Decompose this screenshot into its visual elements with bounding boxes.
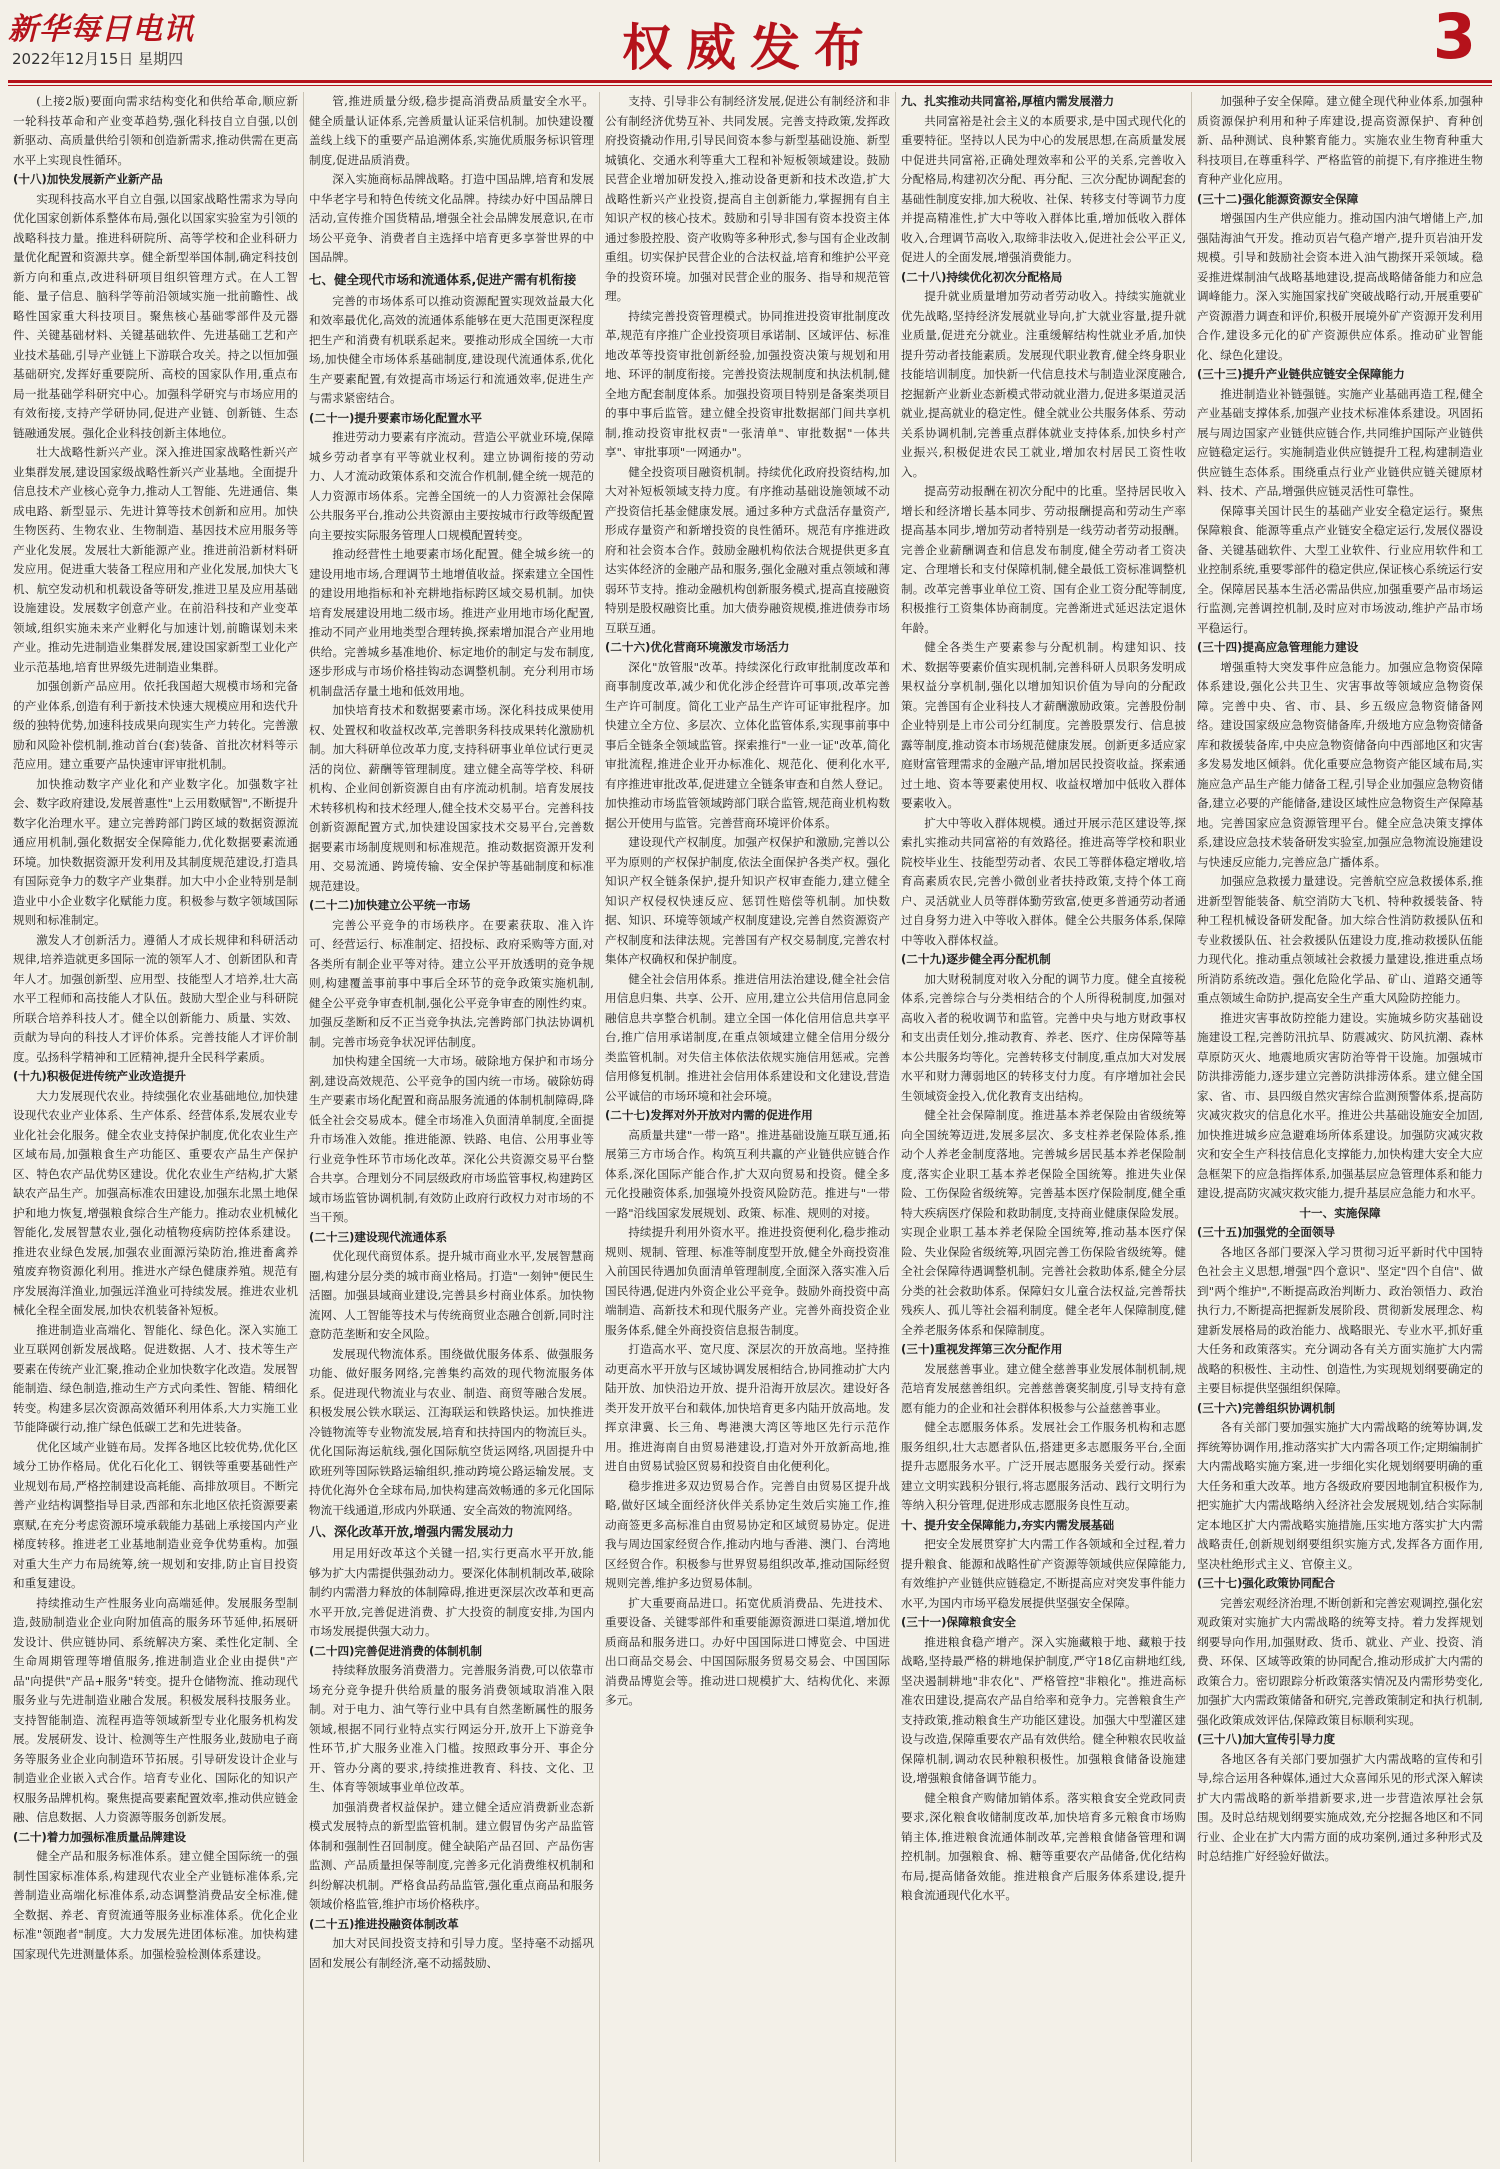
paragraph: 深化"放管服"改革。持续深化行政审批制度改革和商事制度改革,减少和优化涉企经营许可事项,改革完善生产许可制度。简化工业产品生产许可证审批程序。加快建立全方位、多层次、立体化监管体系,实现事前事中事后全链条全领域监管。探索推行"一业一证"改革,简化审批流程,推进企业开办标准化、规范化、便利化水平,有序推进审批改革,促进建立全链条审查和自然人登记。加快推动市场监管领域跨部门联合监管,规范商业机构数据公开使用与监管。完善营商环境评价体系。 bbox=[605, 659, 890, 830]
paragraph: 各有关部门要加强实施扩大内需战略的统筹协调,发挥统筹协调作用,推动落实扩大内需各项工作;定期编制扩大内需战略实施方案,进一步细化实化规划纲要明确的重大任务和重大改革。地方各级政府要因地制宜积极作为,把实施扩大内需战略纳入经济社会发展规划,结合实际制定本地区扩大内需战略实施措施,压实地方落实扩大内需战略责任,创新规划纲要组织实施方式,发挥各方面作用,坚决杜绝形式主义、官僚主义。 bbox=[1197, 1420, 1483, 1571]
paragraph: (上接2版)要面向需求结构变化和供给革命,顺应新一轮科技革命和产业变革趋势,强化科技自立自强,以创新驱动、高质量供给引领和创造新需求,推动供需在更高水平上实现良性循环。 bbox=[13, 94, 298, 167]
paragraph: 稳步推进多双边贸易合作。完善自由贸易区提升战略,做好区域全面经济伙伴关系协定生效后实施工作,推动商签更多高标准自由贸易协定和区域贸易协定。促进我与周边国家经贸合作,推动内地与香港、澳门、台湾地区经贸合作。积极参与世界贸易组织改革,推动国际经贸规则完善,维护多边贸易体制。 bbox=[605, 1478, 890, 1590]
paragraph: 加大对民间投资支持和引导力度。坚持毫不动摇巩固和发展公有制经济,毫不动摇鼓励、 bbox=[309, 1936, 594, 1970]
subsection-heading: (二十九)逐步健全再分配机制 bbox=[901, 952, 1051, 966]
paragraph: 健全粮食产购储加销体系。落实粮食安全党政同责要求,深化粮食收储制度改革,加快培育多元粮食市场购销主体,推进粮食流通体制改革,完善粮食储备管理和调控机制。加强粮食、棉、糖等重要农产品储备,优化结构布局,提高储备效能。推进粮食产后服务体系建设,提升粮食流通现代化水平。 bbox=[901, 1790, 1186, 1902]
subsection-heading: (三十七)强化政策协同配合 bbox=[1197, 1576, 1336, 1590]
section-title: 权威发布 bbox=[622, 19, 878, 77]
article-columns bbox=[8, 92, 1492, 2162]
paragraph: 加快推动数字产业化和产业数字化。加强数字社会、数字政府建设,发展普惠性"上云用数赋智",不断提升数字化治理水平。建立完善跨部门跨区域的数据资源流通应用机制,强化数据安全保障能力,优化数据要素流通环境。加快数据资源开发利用及其制度规范建设,打造具有国际竞争力的数字产业集群。加大中小企业特别是制造业中小企业数字化赋能力度。积极参与数字领域国际规则和标准制定。 bbox=[13, 776, 298, 927]
paragraph: 增强重特大突发事件应急能力。加强应急物资保障体系建设,强化公共卫生、灾害事故等领域应急物资保障。完善中央、省、市、县、乡五级应急物资储备网络。建设国家级应急物资储备库,升级地方应急物资储备库和救援装备库,中央应急物资储备向中西部地区和灾害多发易发地区倾斜。优化重要应急物资产能区域布局,实施应急产品生产能力储备工程,引导企业加强应急物资储备,建立必要的产能储备,建设区域性应急物资生产保障基地。完善国家应急资源管理平台。健全应急决策支撑体系,建设应急技术装备研发实验室,加强应急物流设施建设与快速反应能力,完善应急广播体系。 bbox=[1197, 659, 1483, 869]
paragraph: 深入实施商标品牌战略。打造中国品牌,培育和发展中华老字号和特色传统文化品牌。持续办好中国品牌日活动,宣传推介国货精品,增强全社会品牌发展意识,在市场公平竞争、消费者自主选择中培育更多享誉世界的中国品牌。 bbox=[309, 172, 594, 264]
paragraph: 健全投资项目融资机制。持续优化政府投资结构,加大对补短板领域支持力度。有序推动基础设施领域不动产投资信托基金健康发展。通过多种方式盘活存量资产,形成存量资产和新增投资的良性循环。规范有序推进政府和社会资本合作。鼓励金融机构依法合规提供更多直达实体经济的金融产品和服务,强化金融对重点领域和薄弱环节支持。推动金融机构创新服务模式,提高直接融资特别是股权融资比重。加大债券融资规模,推进债券市场互联互通。 bbox=[605, 464, 890, 635]
paragraph: 加强应急救援力量建设。完善航空应急救援体系,推进新型智能装备、航空消防大飞机、特种救援装备、特种工程机械设备研发配备。加大综合性消防救援队伍和专业救援队伍、社会救援队伍建设力度,推动救援队伍能力现代化。推动重点领域社会救援力量建设,推进重点场所消防系统改造。强化危险化学品、矿山、道路交通等重点领域生命防护,提高安全生产重大风险防控能力。 bbox=[1197, 874, 1483, 1005]
paragraph: 持续完善投资管理模式。协同推进投资审批制度改革,规范有序推广企业投资项目承诺制、区域评估、标准地改革等投资审批创新经验,加强投资决策与规划和用地、环评的制度衔接。完善投资法规制度和执法机制,健全地方配套制度体系。加强投资项目特别是备案类项目的事中事后监管。建立健全投资审批数据部门间共享机制,推动投资审批权责"一张清单"、审批数据"一体共享"、审批事项"一网通办"。 bbox=[605, 308, 890, 459]
subsection-heading: (二十二)加快建立公平统一市场 bbox=[309, 898, 471, 912]
paragraph: 推进劳动力要素有序流动。营造公平就业环境,保障城乡劳动者享有平等就业权利。建立协调衔接的劳动力、人才流动政策体系和交流合作机制,健全统一规范的人力资源市场体系。完善全国统一的人力资源社会保障公共服务平台,推动公共资源由主要按城市行政等级配置向主要按实际服务管理人口规模配置转变。 bbox=[309, 430, 594, 542]
paragraph: 提升就业质量增加劳动者劳动收入。持续实施就业优先战略,坚持经济发展就业导向,扩大就业容量,提升就业质量,促进充分就业。注重缓解结构性就业矛盾,加快提升劳动者技能素质。发展现代职业教育,健全终身职业技能培训制度。加快新一代信息技术与制造业深度融合,挖掘新产业新业态新模式带动就业潜力,促进多渠道灵活就业,提高就业的稳定性。健全就业公共服务体系、劳动关系协调机制,完善重点群体就业支持体系,加快乡村产业振兴,积极促进农民工就业,增加农村居民工资性收入。 bbox=[901, 289, 1186, 479]
subsection-heading: (三十八)加大宣传引导力度 bbox=[1197, 1732, 1336, 1746]
subsection-heading: (二十八)持续优化初次分配格局 bbox=[901, 269, 1063, 284]
paragraph: 优化区域产业链布局。发挥各地区比较优势,优化区域分工协作格局。优化石化化工、钢铁等重要基础性产业规划布局,严格控制建设高耗能、高排放项目。不断完善产业结构调整指导目录,西部和东北地区依托资源要素禀赋,在充分考虑资源环境承载能力基础上承接国内产业梯度转移。推进老工业基地制造业竞争优势重构。加强对重大生产力布局统筹,统一规划和安排,防止盲目投资和重复建设。 bbox=[13, 1439, 298, 1590]
subsection-heading: (二十三)建设现代流通体系 bbox=[309, 1229, 448, 1244]
subsection-heading: 十、提升安全保障能力,夯实内需发展基础 bbox=[901, 1517, 1115, 1532]
paragraph: 保障事关国计民生的基础产业安全稳定运行。聚焦保障粮食、能源等重点产业链安全稳定运行,发展仪器设备、关键基础软件、大型工业软件、行业应用软件和工业控制系统,重要零部件的稳定供应,保证核心系统运行安全。保障居民基本生活必需品供应,加强重要产品市场运行监测,完善调控机制,及时应对市场波动,维护产品市场平稳运行。 bbox=[1197, 503, 1483, 635]
paragraph: 加快培育技术和数据要素市场。深化科技成果使用权、处置权和收益权改革,完善职务科技成果转化激励机制。加大科研单位改革力度,支持科研事业单位试行更灵活的岗位、薪酬等管理制度。建立健全高等学校、科研机构、企业间创新资源自由有序流动机制。培育发展技术转移机构和技术经理人,健全技术交易平台。完善科技创新资源配置方式,加快建设国家技术交易平台,完善数据要素市场制度规则和标准规范。推动数据资源开发利用、交易流通、跨境传输、安全保护等基础制度和标准规范建设。 bbox=[309, 703, 594, 893]
masthead-rule bbox=[8, 80, 1492, 83]
section-heading: 八、深化改革开放,增强内需发展动力 bbox=[309, 1524, 514, 1539]
subsection-heading: (二十)着力加强标准质量品牌建设 bbox=[13, 1829, 186, 1844]
paragraph: 加强种子安全保障。建立健全现代种业体系,加强种质资源保护利用和种子库建设,提高资源保护、育种创新、品种测试、良种繁育能力。实施农业生物育种重大科技项目,在尊重科学、严格监管的前提下,有序推进生物育种产业化应用。 bbox=[1197, 94, 1483, 186]
paragraph: 持续释放服务消费潜力。完善服务消费,可以依靠市场充分竞争提升供给质量的服务消费领域取消准入限制。对于电力、油气等行业中具有自然垄断属性的服务领域,根据不同行业特点实行网运分开,放开上下游竞争性环节,扩大服务业准入门槛。按照政事分开、事企分开、管办分离的要求,持续推进教育、科技、文化、卫生、体育等领域事业单位改革。 bbox=[309, 1663, 594, 1794]
subsection-heading: 十一、实施保障 bbox=[1299, 1205, 1381, 1220]
paragraph: 实现科技高水平自立自强,以国家战略性需求为导向优化国家创新体系整体布局,强化以国家实验室为引领的战略科技力量。推进科研院所、高等学校和企业科研力量优化配置和资源共享。健全新型举国体制,确定科技创新方向和重点,改进科研项目组织管理方式。在人工智能、量子信息、脑科学等前沿领域实施一批前瞻性、战略性国家重大科技项目。聚焦核心基础零部件及元器件、关键基础材料、关键基础软件、先进基础工艺和产业技术基础,引导产业链上下游联合攻关。持之以恒加强基础研究,发挥好重要院所、高校的国家队作用,重点布局一批基础学科研究中心。加强科学研究与市场应用的有效衔接,支持产学研协同,促进产业链、创新链、生态链融通发展。强化企业科技创新主体地位。 bbox=[13, 191, 298, 440]
subsection-heading: (三十二)强化能源资源安全保障 bbox=[1197, 191, 1359, 206]
paragraph: 健全产品和服务标准体系。建立健全国际统一的强制性国家标准体系,构建现代农业全产业链标准体系,完善制造业高端化标准体系,动态调整消费品安全标准,健全数据、养老、育贸流通等服务业标准体系。优化企业标准"领跑者"制度。大力发展先进团体标准。加快构建国家现代先进测量体系。加强检验检测体系建设。 bbox=[13, 1849, 298, 1961]
masthead bbox=[0, 0, 1500, 86]
paragraph: 健全志愿服务体系。发展社会工作服务机构和志愿服务组织,壮大志愿者队伍,搭建更多志愿服务平台,全面提升志愿服务水平。广泛开展志愿服务关爱行动。探索建立文明实践积分银行,将志愿服务活动、践行文明行为等纳入积分管理,促进形成志愿服务良性互动。 bbox=[901, 1420, 1186, 1512]
page-number: 3 bbox=[1432, 0, 1476, 73]
paragraph: 激发人才创新活力。遵循人才成长规律和科研活动规律,培养造就更多国际一流的领军人才、创新团队和青年人才。加强创新型、应用型、技能型人才培养,壮大高水平工程师和高技能人才队伍。鼓励大型企业与科研院所联合培养科技人才。健全以创新能力、质量、实效、贡献为导向的科技人才评价体系。完善技能人才评价制度。弘扬科学精神和工匠精神,提升全民科学素质。 bbox=[13, 932, 298, 1064]
paragraph: 各地区各有关部门要加强扩大内需战略的宣传和引导,综合运用各种媒体,通过大众喜闻乐见的形式深入解读扩大内需战略的新举措新要求,进一步营造浓厚社会氛围。及时总结规划纲要实施成效,充分挖掘各地区和不同行业、企业在扩大内需方面的成功案例,通过多种形式及时总结推广好经验好做法。 bbox=[1197, 1751, 1483, 1863]
section-heading: 七、健全现代市场和流通体系,促进产需有机衔接 bbox=[309, 271, 577, 287]
paragraph: 打造高水平、宽尺度、深层次的开放高地。坚持推动更高水平开放与区域协调发展相结合,协同推动扩大内陆开放、加快沿边开放、提升沿海开放层次。建设好各类开发开放平台和载体,加快培育更多内陆开放高地。发挥京津冀、长三角、粤港澳大湾区等地区先行示范作用。推进海南自由贸易港建设,打造对外开放新高地,推进自由贸易试验区贸易和投资自由化便利化。 bbox=[605, 1342, 890, 1473]
paragraph: 增强国内生产供应能力。推动国内油气增储上产,加强陆海油气开发。推动页岩气稳产增产,提升页岩油开发规模。引导和鼓励社会资本进入油气勘探开采领域。稳妥推进煤制油气战略基地建设,提高战略储备能力和应急调峰能力。深入实施国家找矿突破战略行动,开展重要矿产资源潜力调查和评价,积极开展境外矿产资源开发利用合作,建设多元化的矿产资源供应体系。推动矿业智能化、绿色化建设。 bbox=[1197, 211, 1483, 362]
subsection-heading: (二十一)提升要素市场化配置水平 bbox=[309, 410, 482, 425]
paragraph: 提高劳动报酬在初次分配中的比重。坚持居民收入增长和经济增长基本同步、劳动报酬提高和劳动生产率提高基本同步,增加劳动者特别是一线劳动者劳动报酬。完善企业薪酬调查和信息发布制度,健全劳动者工资决定、合理增长和支付保障机制,健全最低工资标准调整机制。改革完善事业单位工资、国有企业工资分配等制度,积极推行工资集体协商制度。完善渐进式延迟法定退休年龄。 bbox=[901, 484, 1186, 635]
paragraph: 壮大战略性新兴产业。深入推进国家战略性新兴产业集群发展,建设国家级战略性新兴产业基地。全面提升信息技术产业核心竞争力,推动人工智能、先进通信、集成电路、新型显示、先进计算等技术创新和应用。加快生物医药、生物农业、生物制造、基因技术应用服务等产业化发展。发展壮大新能源产业。推进前沿新材料研发应用。促进重大装备工程应用和产业化发展,加快大飞机、航空发动机和机载设备等研发,推进卫星及应用基础设施建设。发展数字创意产业。在前沿科技和产业变革领域,组织实施未来产业孵化与加速计划,前瞻谋划未来产业。推动先进制造业集群发展,建设国家新型工业化产业示范基地,培育世界级先进制造业集群。 bbox=[13, 445, 298, 674]
paragraph: 加强创新产品应用。依托我国超大规模市场和完备的产业体系,创造有利于新技术快速大规模应用和迭代升级的独特优势,加速科技成果向现实生产力转化。完善激励和风险补偿机制,推动首台(套)装备、首批次材料等示范应用。建立重要产品快速审评审批机制。 bbox=[13, 679, 298, 771]
paragraph: 高质量共建"一带一路"。推进基础设施互联互通,拓展第三方市场合作。构筑互利共赢的产业链供应链合作体系,深化国际产能合作,扩大双向贸易和投资。健全多元化投融资体系,加强境外投资风险防范。推进与"一带一路"沿线国家发展规划、政策、标准、规则的对接。 bbox=[605, 1127, 890, 1220]
paragraph: 建设现代产权制度。加强产权保护和激励,完善以公平为原则的产权保护制度,依法全面保护各类产权。强化知识产权全链条保护,提升知识产权审查能力,建立健全知识产权侵权快速反应、惩罚性赔偿等机制。加快数据、知识、环境等领域产权制度建设,完善自然资源资产产权制度和法律法规。完善国有产权交易制度,完善农村集体产权确权和保护制度。 bbox=[605, 835, 890, 966]
paragraph: 推进制造业补链强链。实施产业基础再造工程,健全产业基础支撑体系,加强产业技术标准体系建设。巩固拓展与周边国家产业链供应链合作,共同维护国际产业链供应链稳定运行。实施制造业供应链提升工程,构建制造业供应链生态体系。围绕重点行业产业链供应链关键原材料、技术、产品,增强供应链灵活性可靠性。 bbox=[1197, 386, 1483, 498]
paragraph: 扩大重要商品进口。拓宽优质消费品、先进技术、重要设备、关键零部件和重要能源资源进口渠道,增加优质商品和服务进口。办好中国国际进口博览会、中国进出口商品交易会、中国国际服务贸易交易会、中国国际消费品博览会等。推动进口规模扩大、结构优化、来源多元。 bbox=[605, 1595, 890, 1707]
article-column-2 bbox=[304, 92, 600, 2162]
subsection-heading: (三十三)提升产业链供应链安全保障能力 bbox=[1197, 367, 1405, 381]
paragraph: 加快构建全国统一大市场。破除地方保护和市场分割,建设高效规范、公平竞争的国内统一市场。破除妨碍生产要素市场化配置和商品服务流通的体制机制障碍,降低全社会交易成本。健全市场准入负面清单制度,全面提升市场准入效能。推进能源、铁路、电信、公用事业等行业竞争性环节市场化改革。深化公共资源交易平台整合共享。合理划分不同层级政府市场监管事权,构建跨区域市场监管协调机制,有效防止政府行政权力对市场的不当干预。 bbox=[309, 1054, 594, 1224]
paragraph: 持续提升利用外资水平。推进投资便利化,稳步推动规则、规制、管理、标准等制度型开放,健全外商投资准入前国民待遇加负面清单管理制度,全面深入落实准入后国民待遇,促进内外资企业公平竞争。鼓励外商投资中高端制造、高新技术和现代服务产业。完善外商投资企业服务体系,健全外商投资信息报告制度。 bbox=[605, 1225, 890, 1337]
paragraph: 推动经营性土地要素市场化配置。健全城乡统一的建设用地市场,合理调节土地增值收益。探索建立全国性的建设用地指标和补充耕地指标跨区域交易机制。加快培育发展建设用地二级市场。推进产业用地市场化配置,推动不同产业用地类型合理转换,探索增加混合产业用地供给。完善城乡基准地价、标定地价的制定与发布制度,逐步形成与市场价格挂钩动态调整机制。充分利用市场机制盘活存量土地和低效用地。 bbox=[309, 547, 594, 698]
paragraph: 管,推进质量分级,稳步提高消费品质量安全水平。健全质量认证体系,完善质量认证采信机制。加快建设覆盖线上线下的重要产品追溯体系,实施优质服务标识管理制度,促进品质消费。 bbox=[309, 94, 594, 167]
subsection-heading: 九、扎实推动共同富裕,厚植内需发展潜力 bbox=[901, 94, 1115, 108]
article-column-1 bbox=[8, 92, 304, 2162]
subsection-heading: (二十四)完善促进消费的体制机制 bbox=[309, 1643, 482, 1658]
article-column-5 bbox=[1192, 92, 1488, 2162]
article-column-3 bbox=[600, 92, 896, 2162]
paragraph: 推进粮食稳产增产。深入实施藏粮于地、藏粮于技战略,坚持最严格的耕地保护制度,严守18亿亩耕地红线,坚决遏制耕地"非农化"、严格管控"非粮化"。推进高标准农田建设,提高农产品自给率和竞争力。完善粮食生产支持政策,推动粮食生产功能区建设。加强大中型灌区建设与改造,保障重要农产品有效供给。健全种粮农民收益保障机制,调动农民种粮积极性。加强粮食储备设施建设,增强粮食储备调节能力。 bbox=[901, 1634, 1186, 1785]
subsection-heading: (三十四)提高应急管理能力建设 bbox=[1197, 640, 1359, 654]
subsection-heading: (十八)加快发展新产业新产品 bbox=[13, 172, 163, 186]
newspaper-logo: 新华每日电讯 bbox=[8, 12, 194, 47]
paragraph: 健全社会保障制度。推进基本养老保险由省级统筹向全国统筹迈进,发展多层次、多支柱养老保险体系,推动个人养老金制度落地。完善城乡居民基本养老保险制度,落实企业职工基本养老保险全国统筹。推进失业保险、工伤保险省级统筹。完善基本医疗保险制度,健全重特大疾病医疗保险和救助制度,支持商业健康保险发展。实现企业职工基本养老保险全国统筹,推动基本医疗保险、失业保险省级统筹,巩固完善工伤保险省级统筹。健全社会保障待遇调整机制。完善社会救助体系,健全分层分类的社会救助体系。保障妇女儿童合法权益,完善帮扶残疾人、孤儿等社会福利制度。健全老年人保障制度,健全养老服务体系和保障制度。 bbox=[901, 1108, 1186, 1337]
article-column-4 bbox=[896, 92, 1192, 2162]
paragraph: 推进灾害事故防控能力建设。实施城乡防灾基础设施建设工程,完善防汛抗旱、防震减灾、防风抗潮、森林草原防灭火、地震地质灾害防治等骨干设施。加强城市防洪排涝能力,逐步建立完善防洪排涝体系。建立健全国家、省、市、县四级自然灾害综合监测预警体系,提高防灾减灾救灾的信息化水平。推进公共基础设施安全加固,加快推进城乡应急避难场所体系建设。加强防灾减灾救灾和安全生产科技信息化支撑能力,加快构建大安全大应急框架下的应急指挥体系,加强基层应急管理体系和能力建设,提高防灾减灾救灾能力,提升基层应急能力和水平。 bbox=[1197, 1010, 1483, 1200]
paragraph: 共同富裕是社会主义的本质要求,是中国式现代化的重要特征。坚持以人民为中心的发展思想,在高质量发展中促进共同富裕,正确处理效率和公平的关系,完善收入分配格局,构建初次分配、再分配、三次分配协调配套的基础性制度安排,加大税收、社保、转移支付等调节力度并提高精准性,扩大中等收入群体比重,增加低收入群体收入,合理调节高收入,取缔非法收入,促进社会公平正义,促进人的全面发展,增强消费能力。 bbox=[901, 113, 1186, 264]
paragraph: 发展现代物流体系。围绕做优服务体系、做强服务功能、做好服务网络,完善集约高效的现代物流服务体系。促进现代物流业与农业、制造、商贸等融合发展。积极发展公铁水联运、江海联运和铁路快运。加快推进冷链物流等专业物流发展,培育和扶持国内的物流巨头。优化国际海运航线,强化国际航空货运网络,巩固提升中欧班列等国际铁路运输组织,推动跨境公路运输发展。支持优化海外仓全球布局,加快构建高效畅通的多元化国际物流干线通道,形成内外联通、安全高效的物流网络。 bbox=[309, 1346, 594, 1517]
paragraph: 支持、引导非公有制经济发展,促进公有制经济和非公有制经济优势互补、共同发展。完善支持政策,发挥政府投资撬动作用,引导民间资本参与新型基础设施、新型城镇化、交通水利等重大工程和补短板领域建设。鼓励民营企业增加研发投入,推动设备更新和技术改造,扩大战略性新兴产业投资,提高自主创新能力,掌握拥有自主知识产权的核心技术。鼓励和引导非国有资本投资主体通过参股控股、资产收购等多种形式,参与国有企业改制重组。切实保护民营企业的合法权益,培育和维护公平竞争的投资环境。加强对民营企业的服务、指导和规范管理。 bbox=[605, 94, 890, 303]
paragraph: 扩大中等收入群体规模。通过开展示范区建设等,探索扎实推动共同富裕的有效路径。推进高等学校和职业院校毕业生、技能型劳动者、农民工等群体稳定增收,培育高素质农民,完善小微创业者扶持政策,支持个体工商户、灵活就业人员等群体勤劳致富,使更多普通劳动者通过自身努力进入中等收入群体。健全公共服务体系,保障中等收入群体权益。 bbox=[901, 815, 1186, 947]
paragraph: 把安全发展贯穿扩大内需工作各领域和全过程,着力提升粮食、能源和战略性矿产资源等领域供应保障能力,有效维护产业链供应链稳定,不断提高应对突发事件能力水平,为国内市场平稳发展提供坚强安全保障。 bbox=[901, 1537, 1186, 1610]
subsection-heading: (三十一)保障粮食安全 bbox=[901, 1615, 1016, 1629]
paragraph: 持续推动生产性服务业向高端延伸。发展服务型制造,鼓励制造业企业向附加值高的服务环节延伸,拓展研发设计、供应链协同、系统解决方案、柔性化定制、全生命周期管理等增值服务,推进制造业企业由提供"产品"向提供"产品+服务"转变。提升仓储物流、推动现代服务业与先进制造业融合发展。积极发展科技服务业。支持智能制造、流程再造等领域新型专业化服务机构发展。发展研发、设计、检测等生产性服务业,鼓励电子商务等服务业企业向制造环节拓展。引导研发设计企业与制造业企业嵌入式合作。培育专业化、国际化的知识产权服务品牌机构。聚焦提高要素配置效率,推动供应链金融、信息数据、人力资源等服务创新发展。 bbox=[13, 1595, 298, 1824]
masthead-rule-thin bbox=[8, 85, 1492, 86]
paragraph: 健全各类生产要素参与分配机制。构建知识、技术、数据等要素价值实现机制,完善科研人员职务发明成果权益分享机制,强化以增加知识价值为导向的分配政策。完善国有企业科技人才薪酬激励政策。完善股份制企业特别是上市公司分红制度。完善股票发行、信息披露等制度,推动资本市场规范健康发展。创新更多适应家庭财富管理需求的金融产品,增加居民投资收益。探索通过土地、资本等要素使用权、收益权增加中低收入群体要素收入。 bbox=[901, 640, 1186, 810]
paragraph: 加大财税制度对收入分配的调节力度。健全直接税体系,完善综合与分类相结合的个人所得税制度,加强对高收入者的税收调节和监管。完善中央与地方财政事权和支出责任划分,推动教育、养老、医疗、住房保障等基本公共服务均等化。完善转移支付制度,重点加大对发展水平和财力薄弱地区的转移支付力度。有序增加社会民生领域资金投入,优化教育支出结构。 bbox=[901, 971, 1186, 1103]
paragraph: 推进制造业高端化、智能化、绿色化。深入实施工业互联网创新发展战略。促进数据、人才、技术等生产要素在传统产业汇聚,推动企业加快数字化改造。发展智能制造、绿色制造,推动生产方式向柔性、智能、精细化转变。构建多层次资源高效循环利用体系,大力实施工业节能降碳行动,推广绿色低碳工艺和先进装备。 bbox=[13, 1322, 298, 1434]
paragraph: 大力发展现代农业。持续强化农业基础地位,加快建设现代农业产业体系、生产体系、经营体系,发展农业专业化社会化服务。健全农业支持保护制度,优化农业生产区域布局,加强粮食生产功能区、重要农产品生产保护区、特色农产品优势区建设。优化农业生产结构,扩大紧缺农产品生产。加强高标准农田建设,加强东北黑土地保护和地力恢复,增强粮食综合生产能力。推动农业机械化智能化,发展智慧农业,强化动植物疫病防控体系建设。推进农业绿色发展,加强农业面源污染防治,推进畜禽养殖废弃物资源化利用。推进水产绿色健康养殖。规范有序发展海洋渔业,加强远洋渔业可持续发展。推进农业机械化全程全面发展,加快农机装备补短板。 bbox=[13, 1088, 298, 1317]
subsection-heading: (二十五)推进投融资体制改革 bbox=[309, 1916, 459, 1931]
paragraph: 发展慈善事业。建立健全慈善事业发展体制机制,规范培育发展慈善组织。完善慈善褒奖制度,引导支持有意愿有能力的企业和社会群体积极参与公益慈善事业。 bbox=[901, 1361, 1186, 1415]
paragraph: 健全社会信用体系。推进信用法治建设,健全社会信用信息归集、共享、公开、应用,建立公共信用信息同金融信息共享整合机制。建立全国一体化信用信息共享平台,推广信用承诺制度,在重点领域建立健全信用分级分类监管机制。对失信主体依法依规实施信用惩戒。完善信用修复机制。推进社会信用体系建设和文化建设,营造公平诚信的市场环境和社会环境。 bbox=[605, 971, 890, 1103]
subsection-heading: (三十六)完善组织协调机制 bbox=[1197, 1400, 1336, 1415]
issue-date: 2022年12月15日 星期四 bbox=[12, 50, 184, 68]
paragraph: 用足用好改革这个关键一招,实行更高水平开放,能够为扩大内需提供强劲动力。要深化体制机制改革,破除制约内需潜力释放的体制障碍,推进更深层次改革和更高水平开放,完善促进消费、扩大投资的制度安排,为国内市场发展提供强大动力。 bbox=[309, 1546, 594, 1638]
subsection-heading: (三十)重视发挥第三次分配作用 bbox=[901, 1342, 1063, 1356]
paragraph: 完善的市场体系可以推动资源配置实现效益最大化和效率最优化,高效的流通体系能够在更大范围更深程度把生产和消费有机联系起来。要推动形成全国统一大市场,加快健全市场体系基础制度,建设现代流通体系,优化生产要素配置,有效提高市场运行和流通效率,促进生产与需求紧密结合。 bbox=[309, 293, 594, 405]
subsection-heading: (二十六)优化营商环境激发市场活力 bbox=[605, 640, 790, 654]
paragraph: 加强消费者权益保护。建立健全适应消费新业态新模式发展特点的新型监管机制。建立假冒伪劣产品监管体制和强制性召回制度。健全缺陷产品召回、产品伤害监测、产品质量担保等制度,完善多元化消费维权机制和纠纷解决机制。严格食品药品监管,强化重点商品和服务领域价格监管,维护市场价格秩序。 bbox=[309, 1799, 594, 1911]
paragraph: 完善宏观经济治理,不断创新和完善宏观调控,强化宏观政策对实施扩大内需战略的统筹支持。着力发挥规划纲要导向作用,加强财政、货币、就业、产业、投资、消费、环保、区域等政策的协同配合,推动形成扩大内需的政策合力。密切跟踪分析政策落实情况及内需形势变化,加强扩大内需政策储备和研究,完善政策制定和执行机制,强化政策成效评估,保障政策目标顺利实现。 bbox=[1197, 1595, 1483, 1727]
paragraph: 各地区各部门要深入学习贯彻习近平新时代中国特色社会主义思想,增强"四个意识"、坚定"四个自信"、做到"两个维护",不断提高政治判断力、政治领悟力、政治执行力,不断提高把握新发展阶段、贯彻新发展理念、构建新发展格局的政治能力、战略眼光、专业水平,抓好重大任务和政策落实。充分调动各有关方面实施扩大内需战略的积极性、主动性、创造性,为实现规划纲要确定的主要目标提供坚强组织保障。 bbox=[1197, 1244, 1483, 1395]
subsection-heading: (二十七)发挥对外开放对内需的促进作用 bbox=[605, 1108, 813, 1122]
paragraph: 完善公平竞争的市场秩序。在要素获取、准入许可、经营运行、标准制定、招投标、政府采购等方面,对各类所有制企业平等对待。建立公平开放透明的竞争规则,构建覆盖事前事中事后全环节的竞争政策实施机制,健全公平竞争审查机制,强化公平竞争审查的刚性约束。加强反垄断和反不正当竞争执法,完善跨部门执法协调机制。完善市场竞争状况评估制度。 bbox=[309, 917, 594, 1049]
paragraph: 优化现代商贸体系。提升城市商业水平,发展智慧商圈,构建分层分类的城市商业格局。打造"一刻钟"便民生活圈。加强县域商业建设,完善县乡村商业体系。加快物流网、人工智能等技术与传统商贸业态融合创新,同时注意防范垄断和安全风险。 bbox=[309, 1249, 594, 1341]
subsection-heading: (三十五)加强党的全面领导 bbox=[1197, 1225, 1336, 1239]
subsection-heading: (十九)积极促进传统产业改造提升 bbox=[13, 1069, 186, 1083]
